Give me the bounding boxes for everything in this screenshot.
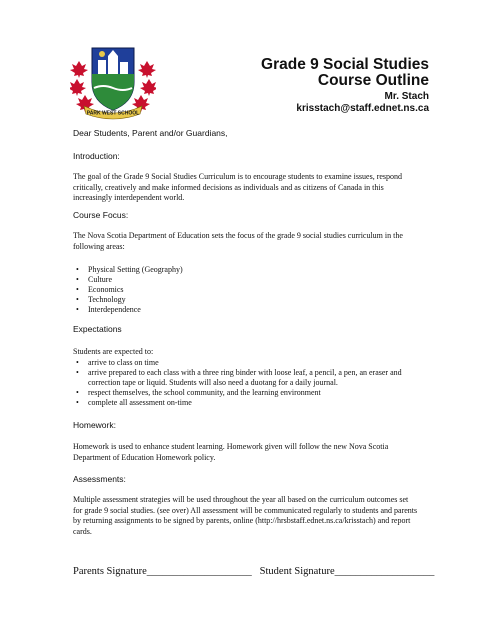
course-focus-text: The Nova Scotia Department of Education sets the focus of the grade 9 social studies curriculum in the following areas: bbox=[73, 231, 403, 251]
teacher-email[interactable]: krisstach@staff.ednet.ns.ca bbox=[296, 103, 429, 114]
list-item: • Technology bbox=[73, 295, 433, 305]
expectations-list bbox=[73, 358, 423, 408]
course-focus-list bbox=[73, 265, 433, 315]
salutation: Dear Students, Parent and/or Guardians, bbox=[73, 128, 228, 138]
svg-text:PARK WEST SCHOOL: PARK WEST SCHOOL bbox=[86, 110, 140, 117]
homework-heading: Homework: bbox=[73, 420, 116, 430]
list-item: • Interdependence bbox=[73, 305, 433, 315]
parent-signature-label: Parents Signature bbox=[73, 566, 147, 577]
course-focus-heading: Course Focus: bbox=[73, 210, 129, 220]
assessments-heading: Assessments: bbox=[73, 474, 126, 484]
document-subtitle: Course Outline bbox=[317, 72, 429, 89]
list-item: • Economics bbox=[73, 285, 433, 295]
teacher-name: Mr. Stach bbox=[384, 91, 429, 102]
list-item: • arrive prepared to each class with a three ring binder with loose leaf, a pencil, a pen, an eraser and correction tape or liquid. Students will also need a duotang for a daily journal. bbox=[73, 368, 423, 388]
list-item: • Physical Setting (Geography) bbox=[73, 265, 433, 275]
expectations-intro: Students are expected to: bbox=[73, 347, 154, 356]
document-title: Grade 9 Social Studies bbox=[261, 56, 429, 73]
assessments-text: Multiple assessment strategies will be used throughout the year all based on the curriculum outcomes set for grade 9 social studies. (see over) All assessment will be communicated regularly to students and parents by returning assignments to be signed by parents, online (http://hrsbstaff.ednet.ns.ca/krisstach) and report cards. bbox=[73, 495, 418, 536]
list-item: • complete all assessment on-time bbox=[73, 398, 423, 408]
signature-section bbox=[73, 566, 434, 577]
parent-signature-line[interactable]: ____________________ bbox=[146, 566, 252, 577]
student-signature-line[interactable]: ___________________ bbox=[334, 566, 435, 577]
introduction-text: The goal of the Grade 9 Social Studies Curriculum is to encourage students to examine issues, respond critically, creatively and make informed decisions as individuals and as citizens of Canada in this increasingly interdependent world. bbox=[73, 172, 403, 202]
maple-leaf-icon bbox=[70, 61, 94, 112]
expectations-heading: Expectations bbox=[73, 324, 122, 334]
homework-text: Homework is used to enhance student learning. Homework given will follow the new Nova Scotia Department of Education Homework policy. bbox=[73, 442, 389, 462]
introduction-heading: Introduction: bbox=[73, 151, 120, 161]
school-crest-logo bbox=[70, 44, 156, 120]
list-item: • respect themselves, the school community, and the learning environment bbox=[73, 388, 423, 398]
list-item: • Culture bbox=[73, 275, 433, 285]
student-signature-label: Student Signature bbox=[259, 566, 335, 577]
list-item: • arrive to class on time bbox=[73, 358, 423, 368]
